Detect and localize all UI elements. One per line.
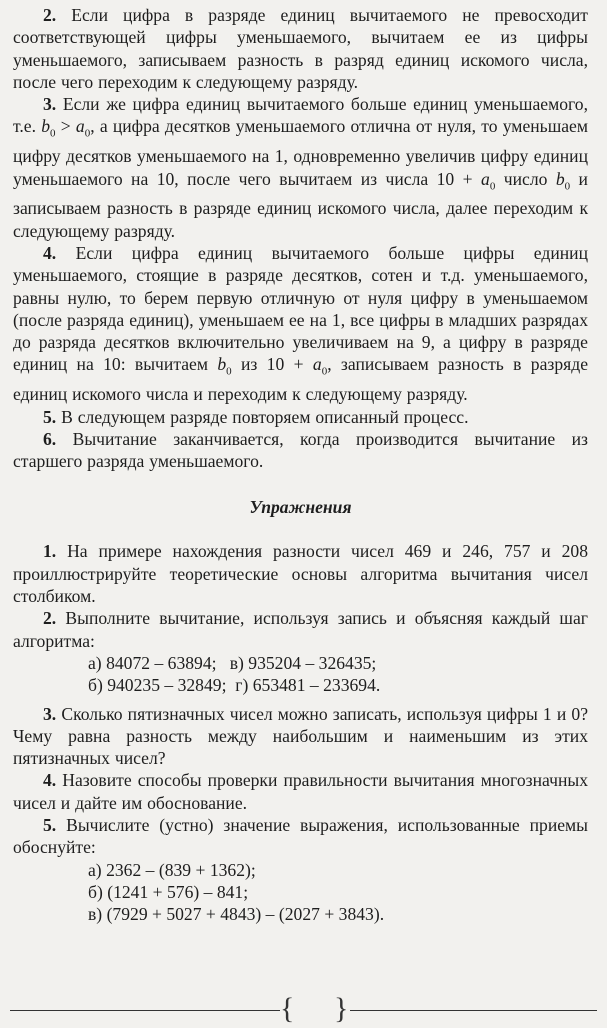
exercise-1 <box>13 540 588 607</box>
sub-0: 0 <box>564 180 571 193</box>
rule-4-text-2: из 10 + <box>231 354 313 375</box>
rule-4-text-1: Если цифра единиц вычитаемого больше цифры единиц уменьшаемого, стоящие в разряде десятков, сотен и т.д. уменьшаемого, равны нулю, то берем первую отличную от нуля цифру в уменьшаемом (после разряда единиц), уменьшаем ее на 1, все цифры в младших разрядах до разряда десятков включительно увеличиваем на 9, а цифру в разряде единиц на 10: вычитаем <box>13 243 588 375</box>
gt-sign: > <box>55 116 76 137</box>
rule-3-number: 3. <box>43 94 57 115</box>
rule-6-text: Вычитание заканчивается, когда производится вычитание из старшего разряда уменьшаемого. <box>13 428 588 472</box>
sub-0: 0 <box>50 128 56 140</box>
rule-5-text: В следующем разряде повторяем описанный процесс. <box>61 406 469 427</box>
var-a: a <box>75 116 85 137</box>
var-b: b <box>555 168 565 189</box>
rule-2-number: 2. <box>43 5 57 25</box>
rule-3-text-3: число <box>495 168 556 189</box>
sub-0: 0 <box>226 366 232 378</box>
exercise-5-number: 5. <box>43 815 57 836</box>
exercise-5-expressions <box>88 859 588 926</box>
exercise-1-text: На примере нахождения разности чисел 469 и 246, 757 и 208 проиллюстрируйте теоретические основы алгоритма вычитания чисел столбиком. <box>13 541 588 607</box>
exercise-5-a: а) 2362 – (839 + 1362); <box>88 859 256 880</box>
rule-2-text: Если цифра в разряде единиц вычитаемого не превосходит соответствующей цифры уменьшаемого, вычитаем ее из цифры уменьшаемого, записываем разность в разряд единиц искомого числа, после чего переходим к следующему разряду. <box>13 5 588 92</box>
rule-3-text-1: Если же цифра единиц вычитаемого больше единиц уменьшаемого, т.е. <box>13 94 588 137</box>
var-a: a <box>481 168 490 189</box>
page-footer-ornament <box>0 992 607 1025</box>
exercise-5-text: Вычислите (устно) значение выражения, использованные приемы обоснуйте: <box>13 815 588 858</box>
rule-6-number: 6. <box>43 428 57 449</box>
var-b: b <box>41 116 50 137</box>
exercise-5-b: б) (1241 + 576) – 841; <box>88 881 249 902</box>
rule-5 <box>13 406 588 428</box>
sub-0: 0 <box>84 128 91 140</box>
var-a: a <box>312 354 322 375</box>
exercises-title: Упражнения <box>249 497 352 518</box>
footer-line-right <box>350 1010 597 1011</box>
rule-5-number: 5. <box>43 406 57 427</box>
exercise-5 <box>13 814 588 859</box>
exercise-3-number: 3. <box>43 703 57 724</box>
exercise-1-number: 1. <box>43 541 57 562</box>
exercise-2-row-1: а) 84072 – 63894; в) 935204 – 326435; <box>88 652 377 673</box>
rule-3-text-4: и записываем разность в разряде единиц искомого числа, далее переходим к следующему разряду. <box>13 168 588 241</box>
exercise-4-text: Назовите способы проверки правильности вычитания многозначных чисел и дайте им обоснование. <box>13 770 588 813</box>
exercise-2-number: 2. <box>43 608 57 629</box>
rule-3-text-2: , а цифра десятков уменьшаемого отлична от нуля, то уменьшаем цифру десятков уменьшаемого на 1, одновременно увеличив цифру единиц уменьшаемого на 10, после чего вычитаем из числа 10 + <box>13 116 588 189</box>
exercise-2 <box>13 607 588 652</box>
sub-0: 0 <box>489 180 496 193</box>
footer-line-left <box>10 1010 280 1011</box>
rule-2 <box>13 4 588 93</box>
exercise-2-text: Выполните вычитание, используя запись и объясняя каждый шаг алгоритма: <box>13 608 588 651</box>
page-content <box>13 4 588 926</box>
rule-4-text-3: , записываем разность в разряде единиц искомого числа и переходим к следующему разряду. <box>13 354 589 405</box>
exercise-3-text: Сколько пятизначных чисел можно записать, используя цифры 1 и 0? Чему равна разность между наибольшим и наименьшим из этих пятизначных чисел? <box>13 703 588 769</box>
sub-0: 0 <box>321 366 328 378</box>
exercise-3 <box>13 703 588 770</box>
exercise-2-row-2: б) 940235 – 32849; г) 653481 – 233694. <box>88 675 381 696</box>
exercise-4 <box>13 769 588 814</box>
exercise-4-number: 4. <box>43 770 57 791</box>
var-b: b <box>217 354 227 375</box>
exercise-2-choices <box>88 652 588 697</box>
rule-3 <box>13 93 588 242</box>
rule-6 <box>13 428 588 473</box>
rule-4-number: 4. <box>43 243 57 263</box>
footer-left-bracket: { <box>280 992 295 1025</box>
exercise-5-c: в) (7929 + 5027 + 4843) – (2027 + 3843). <box>88 904 385 925</box>
footer-right-bracket: } <box>334 992 349 1025</box>
rule-4 <box>13 242 588 406</box>
